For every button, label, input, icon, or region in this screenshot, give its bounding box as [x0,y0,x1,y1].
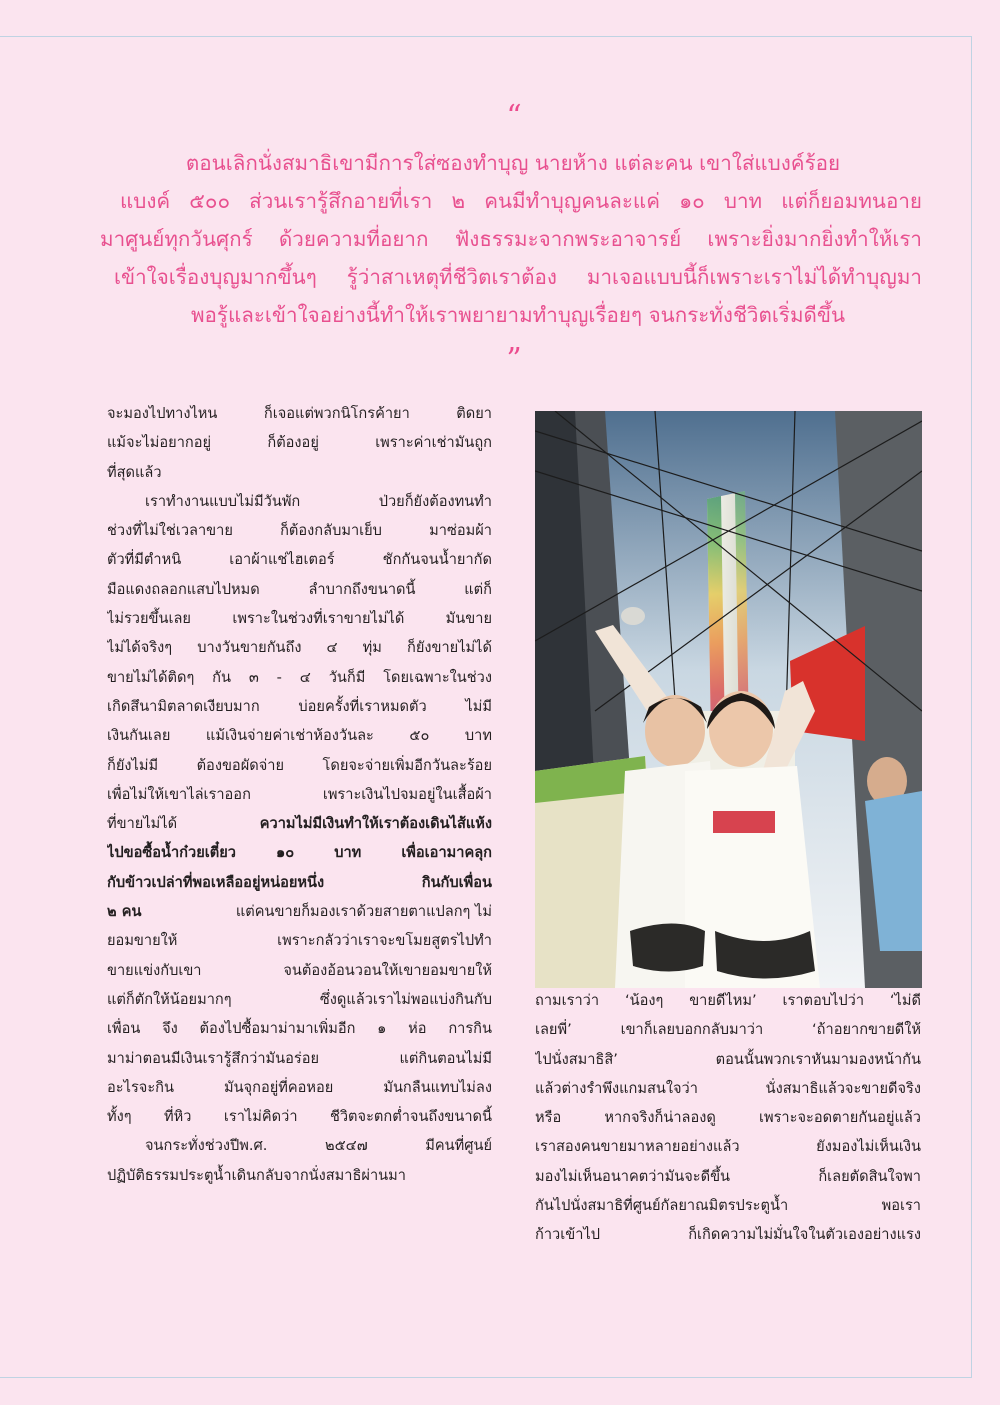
body-line: ขายไม่ได้ติดๆ กัน ๓ - ๔ วันก็มี โดยเฉพาะในช่วง [107,668,492,686]
pull-quote-line: มาศูนย์ทุกวันศุกร์ ด้วยความที่อยาก ฟังธรรมะจากพระอาจารย์ เพราะยิ่งมากยิ่งทำให้เรา [100,227,922,251]
body-text-left-column [107,399,492,1190]
body-line: แล้วต่างรำพึงแกมสนใจว่า นั่งสมาธิแล้วจะขายดีจริง [535,1079,921,1097]
body-line: เพื่อไม่ให้เขาไล่เราออก เพราะเงินไปจมอยู่ในเสื้อผ้า [107,785,492,803]
pull-quote [100,144,922,334]
right-person-face-shape [709,691,773,767]
body-line: ปฏิบัติธรรมประตูน้ำเดินกลับจากนั่งสมาธิผ่านมา [107,1166,406,1184]
shirt-print-shape [713,811,775,833]
body-line: เกิดสึนามิตลาดเงียบมาก บ่อยครั้งที่เราหมดตัว ไม่มี [107,697,492,715]
body-line: ขายแข่งกับเขา จนต้องอ้อนวอนให้เขายอมขายให้ [107,961,492,979]
pull-quote-line: แบงค์ ๕๐๐ ส่วนเรารู้สึกอายที่เรา ๒ คนมีทำบุญคนละแค่ ๑๐ บาท แต่ก็ยอมทนอาย [120,189,922,213]
body-line: มองไม่เห็นอนาคตว่ามันจะดีขึ้น ก็เลยตัดสินใจพา [535,1167,921,1185]
body-line: มือแดงถลอกแสบไปหมด ลำบากถึงขนาดนี้ แต่ก็ [107,580,492,598]
body-line: ตัวที่มีตำหนิ เอาผ้าแช่ไฮเตอร์ ชักกันจนน้ำยากัด [107,551,492,569]
body-line: แต่ก็ตักให้น้อยมากๆ ซึ่งดูแล้วเราไม่พอแบ่งกินกับ [107,990,492,1008]
body-line: ไม่รวยขึ้นเลย เพราะในช่วงที่เราขายไม่ได้ มันขาย [107,610,492,628]
close-quote-mark: ” [506,342,522,377]
body-line: ถามเราว่า ‘น้องๆ ขายดีไหม’ เราตอบไปว่า ‘ไม่ดี [535,992,921,1009]
body-bold-segment: ๒ คน [107,903,142,921]
body-line: ก็ยังไม่มี ต้องขอผัดจ่าย โดยจะจ่ายเพิ่มอีกวันละร้อย [107,756,492,774]
body-line: กันไปนั่งสมาธิที่ศูนย์กัลยาณมิตรประตูน้ำ พอเรา [535,1197,921,1215]
body-line: จะมองไปทางไหน ก็เจอแต่พวกนิโกรค้ายา ติดยา [107,405,492,422]
body-line: ไม่ได้จริงๆ บางวันขายกันถึง ๔ ทุ่ม ก็ยังขายไม่ได้ [107,639,492,657]
body-segment: แต่คนขายก็มองเราด้วยสายตาแปลกๆ ไม่ [235,903,492,921]
body-line: ทั้งๆ ที่หิว เราไม่คิดว่า ชีวิตจะตกต่ำจนถึงขนาดนี้ [107,1108,492,1126]
pull-quote-line: พอรู้และเข้าใจอย่างนี้ทำให้เราพยายามทำบุญเรื่อยๆ จนกระทั่งชีวิตเริ่มดีขึ้น [190,303,846,327]
street-photo [535,411,922,988]
body-line: มาม่าตอนมีเงินเรารู้สึกว่ามันอร่อย แต่กินตอนไม่มี [107,1049,492,1067]
body-line: เพื่อน จึง ต้องไปซื้อมาม่ามาเพิ่มอีก ๑ ห่อ การกิน [107,1020,492,1038]
pull-quote-line: ตอนเลิกนั่งสมาธิเขามีการใส่ซองทำบุญ นายห้าง แต่ละคน เขาใส่แบงค์ร้อย [185,151,841,175]
body-line: อะไรจะกิน มันจุกอยู่ที่คอหอย มันกลืนแทบไม่ลง [107,1078,492,1096]
body-line: ก้าวเข้าไป ก็เกิดความไม่มั่นใจในตัวเองอย่างแรง [535,1226,921,1244]
body-line: ยอมขายให้ เพราะกลัวว่าเราจะขโมยสูตรไปทำ [107,932,492,950]
body-line: ไปนั่งสมาธิสิ’ ตอนนั้นพวกเราหันมามองหน้ากัน [535,1050,921,1068]
body-line: ช่วงที่ไม่ใช่เวลาขาย ก็ต้องกลับมาเย็บ มาซ่อมผ้า [107,522,492,540]
body-line: เราทำงานแบบไม่มีวันพัก ป่วยก็ยังต้องทนทำ [145,492,492,510]
body-line [107,809,492,838]
body-line: เลยพี่’ เขาก็เลยบอกกลับมาว่า ‘ถ้าอยากขายดีให้ [535,1021,921,1039]
waist-bag-left-shape [630,924,705,972]
body-bold-line: ไปขอซื้อน้ำก๋วยเตี๋ยว ๑๐ บาท เพื่อเอามาคลุก [107,844,492,862]
body-line: แม้จะไม่อยากอยู่ ก็ต้องอยู่ เพราะค่าเช่ามันถูก [107,434,492,452]
body-text-right-column [535,986,921,1250]
body-line: เราสองคนขายมาหลายอย่างแล้ว ยังมองไม่เห็นเงิน [535,1138,921,1156]
body-line: หรือ หากจริงก็น่าลองดู เพราะจะอดตายกันอยู่แล้ว [535,1109,921,1127]
body-bold-line: กับข้าวเปล่าที่พอเหลืออยู่หน่อยหนึ่ง กินกับเพื่อน [107,873,492,891]
body-segment: ที่ขายไม่ได้ [107,815,178,833]
body-line: ที่สุดแล้ว [107,463,162,481]
body-line: จนกระทั่งช่วงปีพ.ศ. ๒๕๔๗ มีคนที่ศูนย์ [145,1137,492,1155]
hanging-lamp-shape [621,607,645,625]
pull-quote-line: เข้าใจเรื่องบุญมากขึ้นๆ รู้ว่าสาเหตุที่ชีวิตเราต้อง มาเจอแบบนี้ก็เพราะเราไม่ได้ทำบุญมา [114,265,922,289]
body-line: เงินกันเลย แม้เงินจ่ายค่าเช่าห้องวันละ ๕๐ บาท [107,727,492,745]
street-photo-illustration [535,411,922,988]
open-quote-mark: “ [506,99,522,134]
body-bold-segment: ความไม่มีเงินทำให้เราต้องเดินไส้แห้ง [259,815,492,833]
body-line [107,897,492,926]
